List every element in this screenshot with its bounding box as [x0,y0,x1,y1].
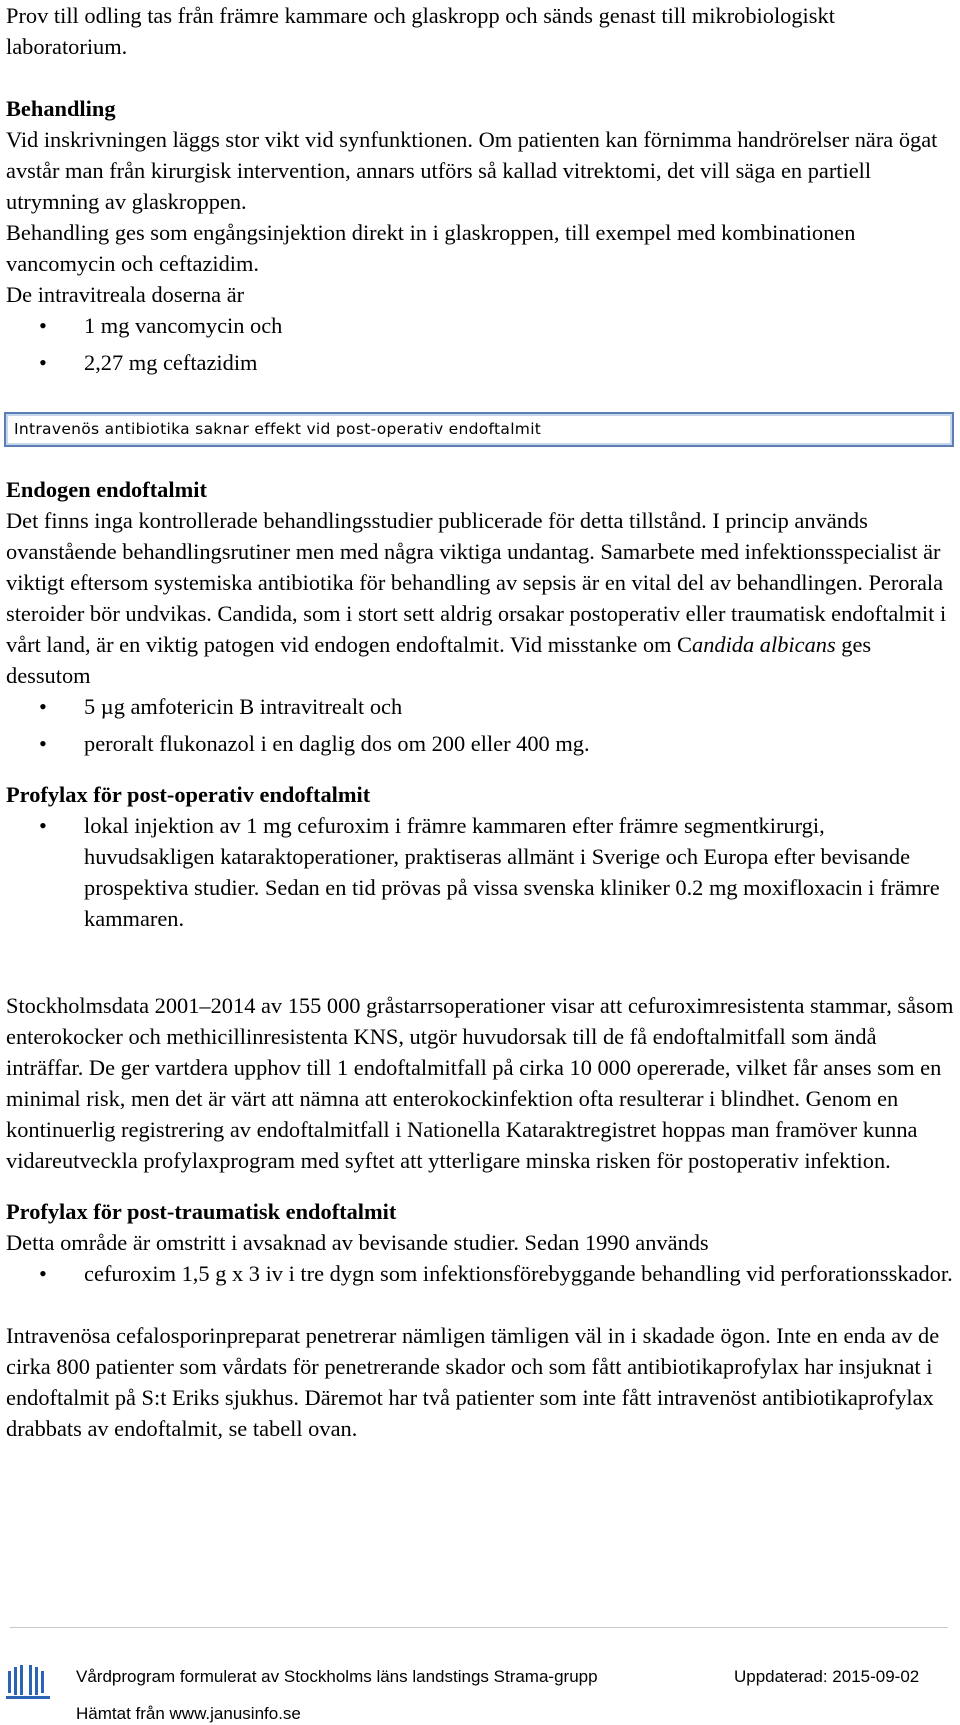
footer-source: Hämtat från www.janusinfo.se [76,1704,301,1723]
note-text: Intravenös antibiotika saknar effekt vid post-operativ endoftalmit [14,420,542,438]
dose-list [6,310,956,378]
bullet-icon: • [39,694,47,719]
treatment-paragraph-2: Behandling ges som engångsinjektion direkt in i glaskroppen, till exempel med kombinationen vancomycin och ceftazidim. [6,220,856,276]
list-item: • peroralt flukonazol i en daglig dos om 200 eller 400 mg. [6,728,956,759]
intro-paragraph: Prov till odling tas från främre kammare och glaskropp och sänds genast till mikrobiologiskt laboratorium. [6,3,835,59]
footer-divider [10,1627,948,1628]
document-page [6,0,956,384]
final-paragraph: Intravenösa cefalosporinpreparat penetrerar nämligen tämligen väl in i skadade ögon. Inte en enda av de cirka 800 patienter som vårdats för penetrerande skador och som fått antibiotikaprofylax har insjuknat i endoftalmit på S:t Eriks sjukhus. Däremot har två patienter som inte fått intravenöst antibiotikaprofylax drabbats av endoftalmit, se tabell ovan. [6,1323,940,1441]
note-box [4,412,954,447]
page-footer [0,1650,960,1725]
endogen-heading: Endogen endoftalmit [6,477,207,502]
trauma-paragraph: Detta område är omstritt i avsaknad av bevisande studier. Sedan 1990 används [6,1230,709,1255]
list-item: • 1 mg vancomycin och [6,310,956,341]
list-item: • cefuroxim 1,5 g x 3 iv i tre dygn som infektionsförebyggande behandling vid perforationsskador. [6,1258,956,1289]
bullet-icon: • [39,1261,47,1286]
bullet-icon: • [39,813,47,838]
postop-heading: Profylax för post-operativ endoftalmit [6,782,371,807]
trauma-heading: Profylax för post-traumatisk endoftalmit [6,1199,397,1224]
bullet-icon: • [39,350,47,375]
treatment-heading: Behandling [6,96,116,121]
footer-updated: Uppdaterad: 2015-09-02 [734,1667,920,1686]
trauma-list [6,1258,956,1289]
document-page-lower [6,474,956,1444]
sll-logo-icon [6,1665,50,1701]
bullet-icon: • [39,731,47,756]
list-item: • 2,27 mg ceftazidim [6,347,956,378]
candida-list [6,691,956,759]
stockholm-paragraph: Stockholmsdata 2001–2014 av 155 000 gråstarrsoperationer visar att cefuroximresistenta stammar, såsom enterokocker och methicillinresistenta KNS, utgör huvudorsak till de få endoftalmitfall som ändå inträffar. De ger vartdera upphov till 1 endoftalmitfall på cirka 10 000 opererade, vilket får anses som en minimal risk, men det är värt att nämna att enterokockinfektion ofta resulterar i blindhet. Genom en kontinuerlig registrering av endoftalmitfall i Nationella Kataraktregistret hoppas man framöver kunna vidareutveckla profylaxprogram med syftet att ytterligare minska risken för postoperativ infektion. [6,993,954,1173]
postop-list [6,810,956,934]
footer-program: Vårdprogram formulerat av Stockholms läns landstings Strama-grupp [76,1667,598,1686]
list-item: • lokal injektion av 1 mg cefuroxim i främre kammaren efter främre segmentkirurgi, huvudsakligen kataraktoperationer, praktiseras allmänt i Sverige och Europa efter bevisande prospektiva studier. Sedan en tid prövas på vissa svenska kliniker 0.2 mg moxifloxacin i främre kammaren. [6,810,956,934]
treatment-paragraph-1: Vid inskrivningen läggs stor vikt vid synfunktionen. Om patienten kan förnimma handrörelser nära ögat avstår man från kirurgisk intervention, annars utförs så kallad vitrektomi, det vill säga en partiell utrymning av glaskroppen. [6,127,938,214]
bullet-icon: • [39,313,47,338]
list-item: • 5 µg amfotericin B intravitrealt och [6,691,956,722]
endogen-paragraph: Det finns inga kontrollerade behandlingsstudier publicerade för detta tillstånd. I princip används ovanstående behandlingsrutiner men med några viktiga undantag. Samarbete med infektionsspecialist är viktigt eftersom systemiska antibiotika för behandling av sepsis är en vital del av behandlingen. Perorala steroider bör undvikas. Candida, som i stort sett aldrig orsakar postoperativ eller traumatisk endoftalmit i vårt land, är en viktig patogen vid endogen endoftalmit. Vid misstanke om Candida albicans ges dessutom [6,508,947,688]
treatment-paragraph-3: De intravitreala doserna är [6,282,245,307]
